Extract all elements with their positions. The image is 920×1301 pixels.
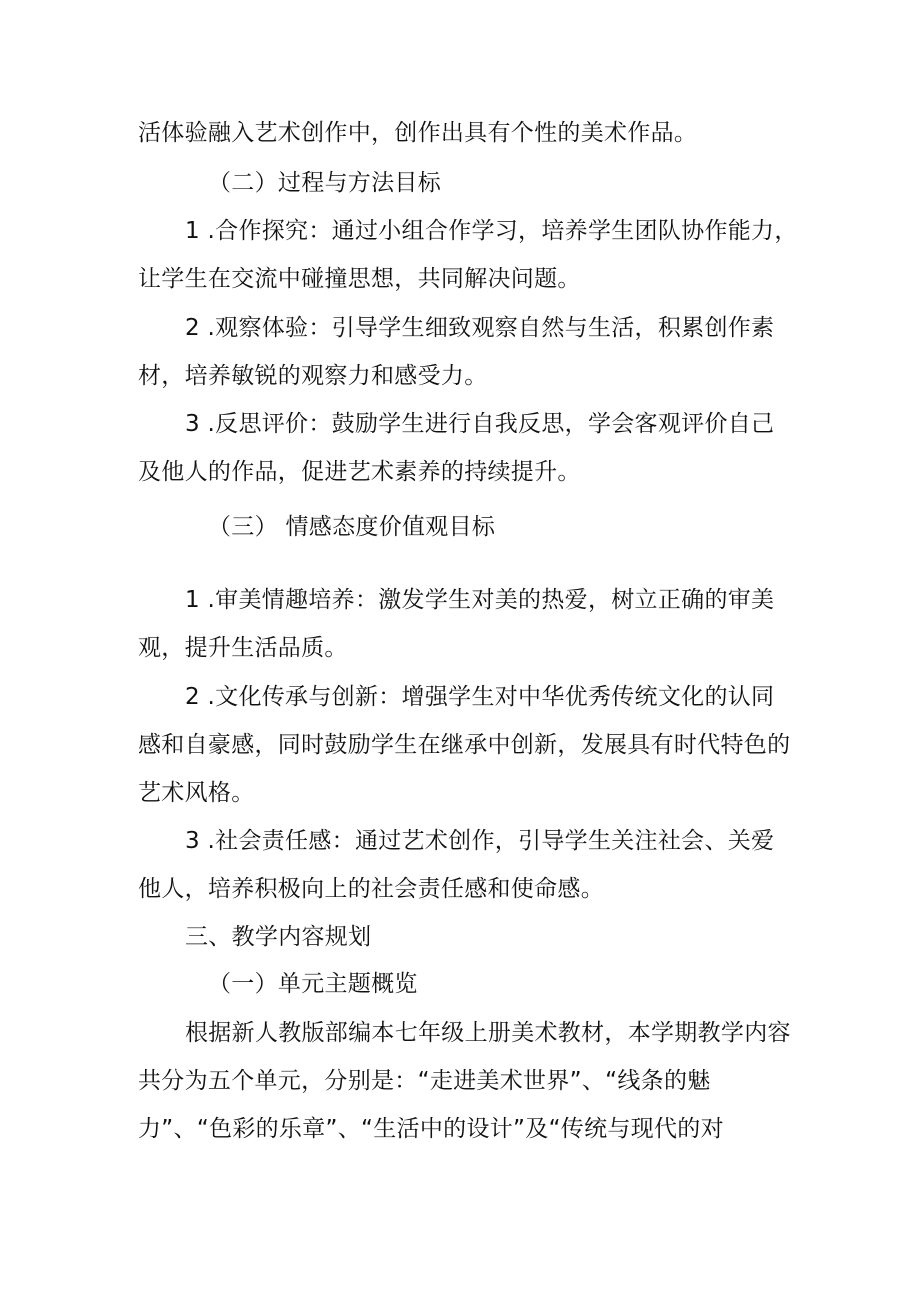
paragraph-line: 根据新人教版部编本七年级上册美术教材，本学期教学内容	[185, 1020, 791, 1046]
paragraph-line: 艺术风格。	[138, 780, 255, 806]
paragraph-line: 感和自豪感，同时鼓励学生在继承中创新，发展具有时代特色的	[138, 732, 791, 758]
paragraph-line: 共分为五个单元，分别是：“走进美术世界”、“线条的魅	[138, 1068, 711, 1094]
list-item-line: 2 .观察体验：引导学生细致观察自然与生活，积累创作素	[185, 315, 775, 341]
paragraph-line: 活体验融入艺术创作中，创作出具有个性的美术作品。	[138, 120, 698, 146]
paragraph-line: 让学生在交流中碰撞思想，共同解决问题。	[138, 266, 581, 292]
paragraph-line: 他人，培养积极向上的社会责任感和使命感。	[138, 876, 604, 902]
section-heading: （二）过程与方法目标	[208, 170, 441, 196]
section-heading: （一）单元主题概览	[208, 971, 418, 997]
list-item-line: 3 .反思评价：鼓励学生进行自我反思，学会客观评价自己	[185, 411, 775, 437]
paragraph-line: 观，提升生活品质。	[138, 635, 348, 661]
chapter-heading: 三、教学内容规划	[185, 924, 372, 950]
paragraph-line: 力”、“色彩的乐章”、“生活中的设计”及“传统与现代的对	[138, 1116, 724, 1142]
list-item-line: 1 .合作探究：通过小组合作学习，培养学生团队协作能力，	[185, 218, 798, 244]
list-item-line: 2 .文化传承与创新：增强学生对中华优秀传统文化的认同	[185, 684, 775, 710]
paragraph-line: 及他人的作品，促进艺术素养的持续提升。	[138, 459, 581, 485]
paragraph-line: 材，培养敏锐的观察力和感受力。	[138, 363, 488, 389]
list-item-line: 3 .社会责任感：通过艺术创作，引导学生关注社会、关爱	[185, 828, 775, 854]
section-heading: （三） 情感态度价值观目标	[208, 514, 496, 540]
list-item-line: 1 .审美情趣培养：激发学生对美的热爱，树立正确的审美	[185, 587, 775, 613]
